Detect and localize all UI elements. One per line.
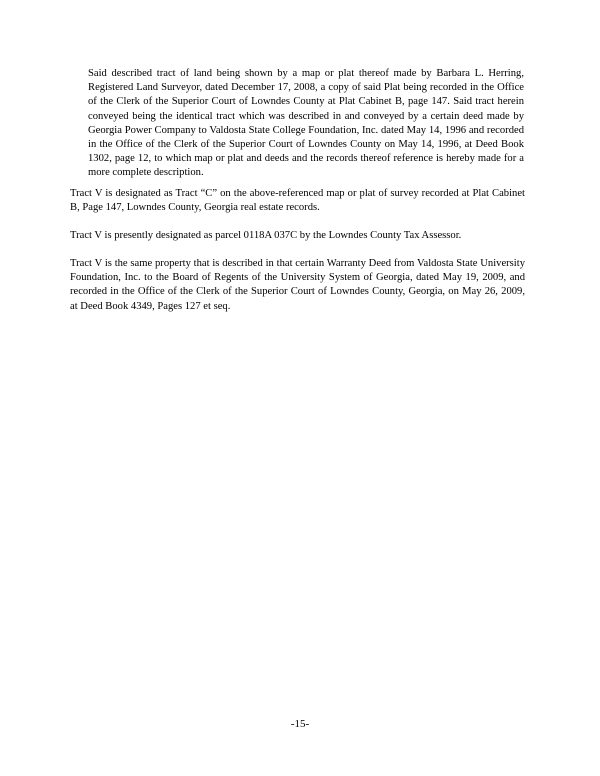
paragraph-tract-description: Said described tract of land being shown by a map or plat thereof made by Barbara L. Herring, Registered Land Surveyor, dated December 17, 2008, a copy of said Plat being recorded in the Office of the Clerk of the Superior Court of Lowndes County at Plat Cabinet B, page 147. Said tract herein conveyed being the identical tract which was described in and conveyed by a certain deed made by Georgia Power Company to Valdosta State College Foundation, Inc. dated May 14, 1996 and recorded in the Office of the Clerk of the Superior Court of Lowndes County on May 14, 1996, at Deed Book 1302, page 12, to which map or plat and deeds and the records thereof reference is hereby made for a more complete description. xyxy=(88,68,524,179)
paragraph-parcel-designation: Tract V is presently designated as parcel 0118A 037C by the Lowndes County Tax Assessor. xyxy=(70,230,462,241)
paragraph-warranty-deed: Tract V is the same property that is described in that certain Warranty Deed from Valdosta State University Foundation, Inc. to the Board of Regents of the University System of Georgia, dated May 19, 2009, and recorded in the Office of the Clerk of the Superior Court of Lowndes County, Georgia, on May 26, 2009, at Deed Book 4349, Pages 127 et seq. xyxy=(70,258,525,312)
page-number: -15- xyxy=(290,718,310,730)
paragraph-tract-designation: Tract V is designated as Tract “C” on the above-referenced map or plat of survey recorded at Plat Cabinet B, Page 147, Lowndes County, Georgia real estate records. xyxy=(70,188,525,214)
